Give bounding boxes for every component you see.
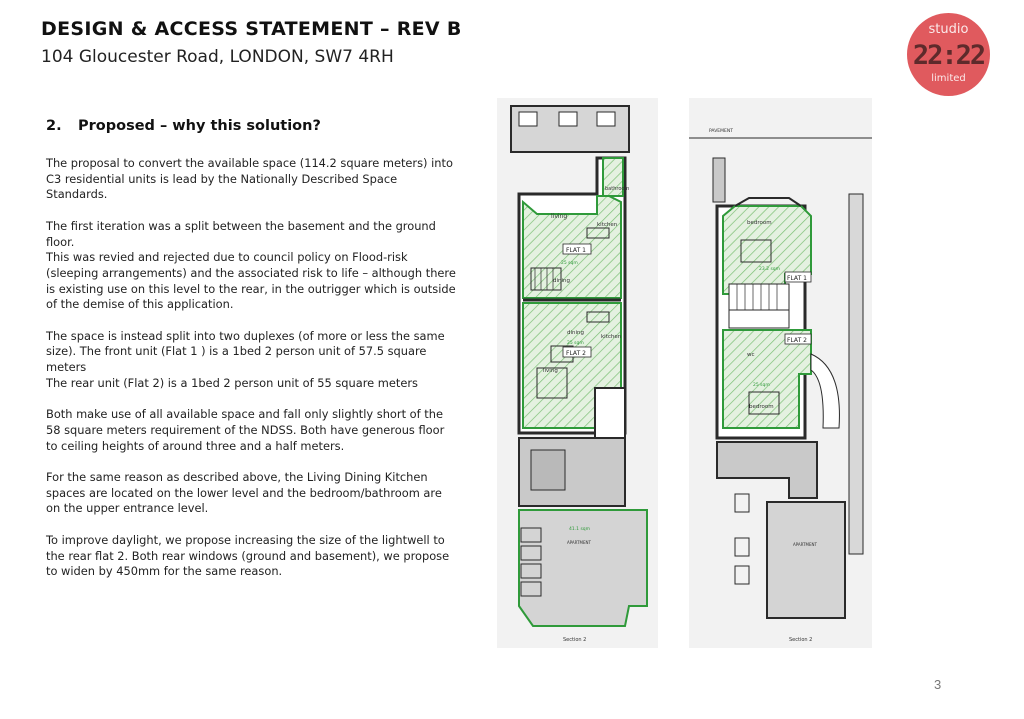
stair-well: [531, 450, 565, 490]
label-dining-rear: dining: [567, 330, 585, 336]
paragraph: The space is instead split into two duplexes (of more or less the same size). The front unit (Flat 1 ) is a 1bed 2 person unit of 57.5 square meters: [46, 328, 445, 375]
logo-text-limited: limited: [931, 73, 966, 84]
vault: [597, 112, 615, 126]
label-flat2: FLAT 2: [566, 350, 586, 357]
label-bedroom-front: bedroom: [747, 220, 772, 226]
rear-apartment: [767, 502, 845, 618]
vault: [519, 112, 537, 126]
label-apartment: APARTMENT: [567, 540, 591, 545]
label-living-rear: living: [543, 368, 558, 374]
logo-text-studio: studio: [928, 22, 969, 37]
entrance-steps: [713, 158, 725, 202]
label-area1: 23.2 sqm: [759, 267, 781, 272]
label-area2: 25 sqm: [753, 383, 770, 388]
paragraph: The rear unit (Flat 2) is a 1bed 2 person unit of 55 square meters: [46, 375, 418, 390]
basement-floor-plan: [497, 98, 658, 648]
page-number: 3: [934, 677, 942, 692]
paragraph: To improve daylight, we propose increasing the size of the lightwell to the rear flat 2. Both rear windows (ground and basement), we propose to widen by 450mm for the same reason.: [46, 532, 450, 579]
label-flat1: FLAT 1: [787, 275, 807, 282]
label-bathroom: bathroom: [605, 186, 630, 192]
neighbour-wall: [849, 194, 863, 554]
label-kitchen: kitchen: [597, 222, 618, 228]
section-heading: [46, 118, 321, 134]
label-pavement: PAVEMENT: [709, 129, 733, 134]
section-title: Proposed – why this solution?: [78, 118, 321, 134]
flat2-area: [723, 330, 811, 428]
label-section: Section 2: [789, 637, 813, 643]
document-title: DESIGN & ACCESS STATEMENT – REV B: [41, 18, 462, 40]
ground-floor-plan: [689, 98, 872, 648]
paragraph: Both make use of all available space and fall only slightly short of the 58 square meters requirement of the NDSS. Both have generous floor to ceiling heights of around three and a half meters.: [46, 407, 445, 453]
paragraph: The first iteration was a split between the basement and the ground floor.: [46, 218, 436, 249]
label-flat2: FLAT 2: [787, 337, 807, 344]
label-kitchen-rear: kitchen: [601, 334, 622, 340]
label-living: living: [551, 213, 568, 220]
label-area2: 25 sqm: [567, 341, 584, 346]
label-area3: 41.1 sqm: [569, 527, 591, 532]
body-text: [46, 156, 456, 596]
paragraph: This was revied and rejected due to council policy on Flood-risk (sleeping arrangements) and the associated risk to life – although there is existing use on this level to the rear, in the outrigger which is outside of the demise of this application.: [46, 250, 456, 312]
label-area1: 25 sqm: [561, 261, 578, 266]
site-address: 104 Gloucester Road, LONDON, SW7 4RH: [41, 47, 394, 67]
label-bedroom-rear: bedroom: [749, 404, 774, 410]
stair: [729, 310, 789, 328]
label-flat1: FLAT 1: [566, 247, 586, 254]
section-number: 2.: [46, 118, 62, 134]
label-apartment: APARTMENT: [793, 542, 817, 547]
paragraph: The proposal to convert the available space (114.2 square meters) into C3 residential units is lead by the Nationally Described Space Standards.: [46, 156, 453, 202]
vault: [559, 112, 577, 126]
label-wc: wc: [747, 352, 755, 358]
studio-logo: [907, 13, 990, 96]
label-dining: dining: [553, 278, 571, 284]
logo-text-number: 22:22: [912, 40, 985, 71]
label-section: Section 2: [563, 637, 587, 643]
paragraph: For the same reason as described above, the Living Dining Kitchen spaces are located on the lower level and the bedroom/bathroom are on the upper entrance level.: [46, 470, 442, 516]
stair: [729, 284, 789, 310]
